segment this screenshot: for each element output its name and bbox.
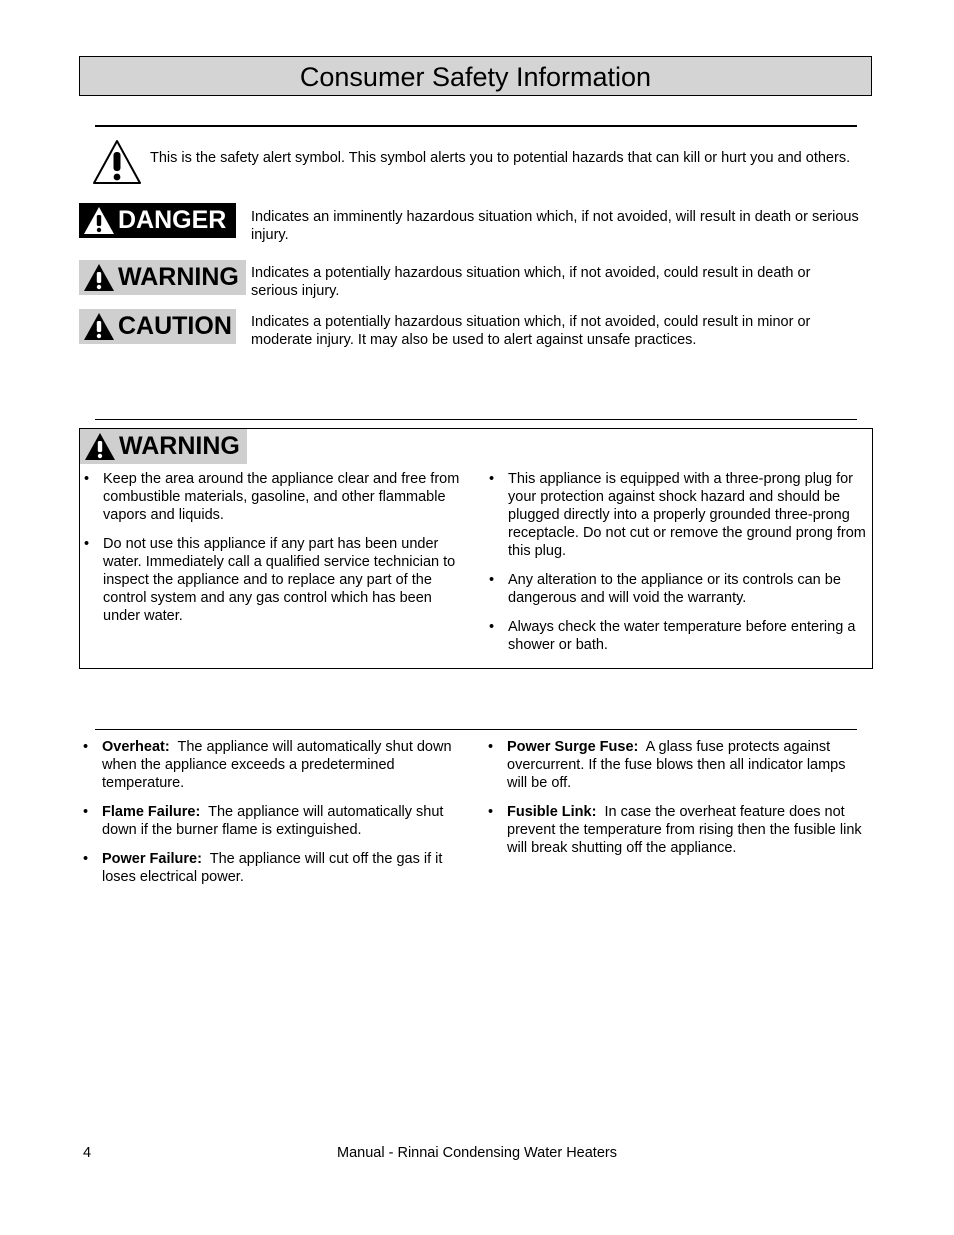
feature-label: Power Surge Fuse: bbox=[507, 739, 639, 755]
section-divider bbox=[95, 419, 857, 420]
feature-label: Fusible Link: bbox=[507, 804, 597, 820]
signal-word: DANGER bbox=[118, 206, 227, 234]
section-divider bbox=[95, 729, 857, 730]
warning-description: Indicates a potentially hazardous situation which, if not avoided, could result in death or serious injury. bbox=[251, 265, 811, 299]
feature-text: The appliance will automatically shut down if the burner flame is extinguished. bbox=[102, 804, 444, 838]
warning-triangle-icon bbox=[83, 206, 115, 235]
safety-features-right bbox=[484, 738, 864, 868]
list-item bbox=[79, 738, 467, 792]
caution-description: Indicates a potentially hazardous situation which, if not avoided, could result in minor or moderate injury. It may also be used to alert against unsafe practices. bbox=[251, 314, 811, 348]
list-item: • Always check the water temperature before entering a shower or bath. bbox=[485, 618, 873, 654]
signal-word: WARNING bbox=[119, 432, 240, 460]
list-item: • Do not use this appliance if any part has been under water. Immediately call a qualified service technician to inspect the appliance and to replace any part of the control system and any gas control which has been under water. bbox=[80, 535, 468, 625]
warning-triangle-icon bbox=[84, 432, 116, 461]
feature-text: In case the overheat feature does not prevent the temperature from rising then the fusible link will break shutting off the appliance. bbox=[507, 804, 862, 856]
footer-title: Manual - Rinnai Condensing Water Heaters bbox=[337, 1145, 617, 1161]
list-item bbox=[79, 803, 467, 839]
warning-triangle-icon bbox=[83, 263, 115, 292]
page-number: 4 bbox=[83, 1145, 92, 1161]
section-divider bbox=[95, 125, 857, 127]
danger-signal bbox=[79, 203, 236, 238]
warning-triangle-icon bbox=[83, 312, 115, 341]
list-item bbox=[79, 850, 467, 886]
warning-list-right bbox=[485, 470, 873, 665]
signal-word: CAUTION bbox=[118, 312, 232, 340]
feature-text: A glass fuse protects against overcurrent. If the fuse blows then all indicator lamps will be off. bbox=[507, 739, 846, 791]
safety-features-left bbox=[79, 738, 467, 897]
warning-box bbox=[79, 428, 873, 669]
feature-label: Flame Failure: bbox=[102, 804, 201, 820]
list-item: • This appliance is equipped with a three-prong plug for your protection against shock hazard and should be plugged directly into a properly grounded three-prong receptacle. Do not cut or remove the ground prong from this plug. bbox=[485, 470, 873, 560]
caution-signal bbox=[79, 309, 236, 344]
warning-list-left bbox=[80, 470, 468, 636]
list-item: • Any alteration to the appliance or its controls can be dangerous and will void the warranty. bbox=[485, 571, 873, 607]
feature-text: The appliance will automatically shut down when the appliance exceeds a predetermined temperature. bbox=[102, 739, 452, 791]
list-item bbox=[484, 738, 864, 792]
feature-text: The appliance will cut off the gas if it loses electrical power. bbox=[102, 851, 443, 885]
warning-signal bbox=[79, 260, 246, 295]
danger-description: Indicates an imminently hazardous situation which, if not avoided, will result in death or serious injury. bbox=[251, 209, 859, 243]
list-item: • Keep the area around the appliance clear and free from combustible materials, gasoline, and other flammable vapors and liquids. bbox=[80, 470, 468, 524]
signal-word: WARNING bbox=[118, 263, 239, 291]
feature-label: Overheat: bbox=[102, 739, 170, 755]
warning-box-heading bbox=[80, 429, 247, 464]
feature-label: Power Failure: bbox=[102, 851, 202, 867]
page-title: Consumer Safety Information bbox=[79, 56, 872, 96]
safety-alert-icon bbox=[92, 139, 142, 185]
alert-symbol-description: This is the safety alert symbol. This symbol alerts you to potential hazards that can kill or hurt you and others. bbox=[150, 150, 851, 166]
list-item bbox=[484, 803, 864, 857]
